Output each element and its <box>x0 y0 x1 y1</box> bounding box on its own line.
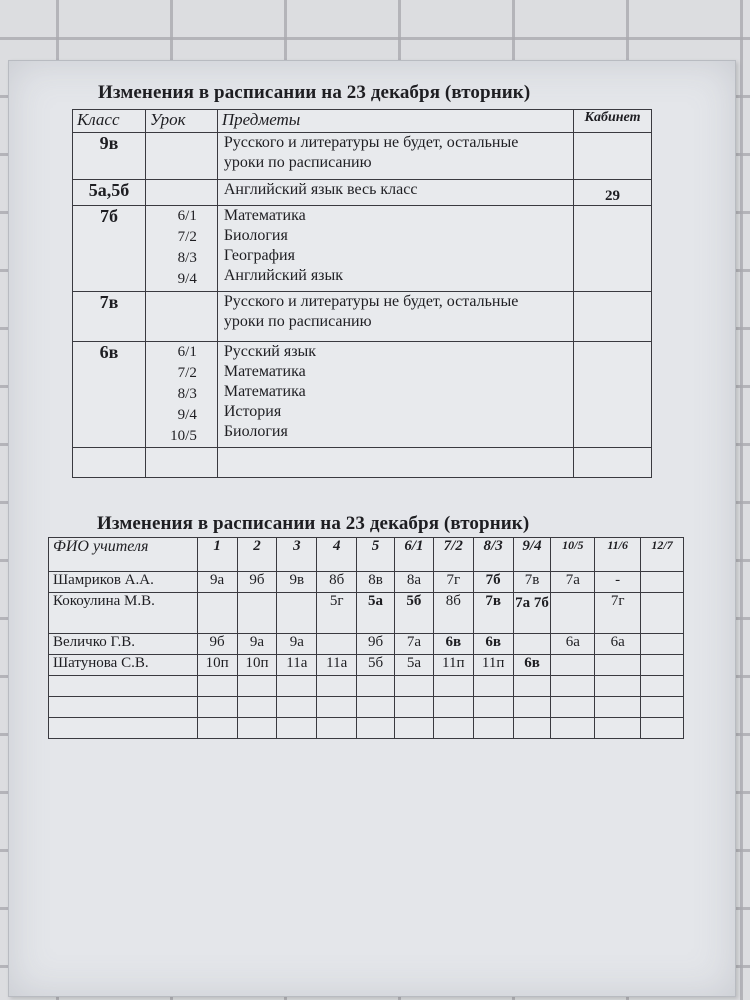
lesson-number: 6/1 <box>177 208 197 224</box>
schedule-cell: 7б <box>473 572 513 593</box>
schedule-cell: 9а <box>237 634 277 655</box>
schedule-cell: 9а <box>277 634 317 655</box>
subject-line: Русского и литературы не будет, остальные <box>223 134 519 151</box>
table-row <box>49 572 684 593</box>
schedule-cell <box>641 572 684 593</box>
header-lesson: 1 <box>197 538 237 572</box>
subject-line: Математика <box>223 363 306 380</box>
subject-cell <box>217 342 573 448</box>
lesson-cell <box>145 133 217 180</box>
schedule-cell: 6в <box>513 655 551 676</box>
schedule-cell: 8а <box>394 572 433 593</box>
schedule-cell <box>513 634 551 655</box>
class-cell: 7в <box>73 292 146 342</box>
schedule-cell: 7г <box>595 593 641 634</box>
schedule-cell: 5б <box>394 593 433 634</box>
header-lesson: 10/5 <box>551 538 595 572</box>
teacher-name: Величко Г.В. <box>49 634 198 655</box>
schedule-cell: 11а <box>317 655 357 676</box>
subject-line: Математика <box>223 383 306 400</box>
subject-line: История <box>223 403 282 420</box>
subject-line: Русского и литературы не будет, остальные <box>223 293 519 310</box>
lesson-number: 8/3 <box>177 386 197 402</box>
header-lesson: 12/7 <box>641 538 684 572</box>
subject-line: География <box>223 247 295 264</box>
table1-header-row <box>73 110 652 133</box>
header-lesson: 3 <box>277 538 317 572</box>
schedule-cell: 11п <box>433 655 473 676</box>
teacher-name: Кокоулина М.В. <box>49 593 198 634</box>
room-cell <box>574 133 652 180</box>
header-fio: ФИО учителя <box>49 538 198 572</box>
schedule-cell: 9б <box>197 634 237 655</box>
lesson-number: 6/1 <box>177 344 197 360</box>
table-row-empty <box>49 697 684 718</box>
schedule-cell <box>237 593 277 634</box>
schedule-cell: 6а <box>595 634 641 655</box>
schedule-cell <box>277 593 317 634</box>
table2-header-row <box>49 538 684 572</box>
class-cell: 9в <box>73 133 146 180</box>
subject-cell <box>217 133 573 180</box>
class-cell: 5а,5б <box>73 180 146 206</box>
teacher-name: Шамриков А.А. <box>49 572 198 593</box>
schedule-cell <box>551 593 595 634</box>
class-cell: 7б <box>73 206 146 292</box>
header-predmety: Предметы <box>217 110 573 133</box>
header-lesson: 7/2 <box>433 538 473 572</box>
schedule-cell: 10п <box>237 655 277 676</box>
header-klass: Класс <box>73 110 146 133</box>
table-row <box>49 593 684 634</box>
schedule-cell: 7а <box>394 634 433 655</box>
schedule-cell: 5а <box>394 655 433 676</box>
header-lesson: 9/4 <box>513 538 551 572</box>
schedule-cell: 9в <box>277 572 317 593</box>
changes-by-class-table <box>72 109 652 478</box>
header-urok: Урок <box>145 110 217 133</box>
table-row-empty <box>73 448 652 478</box>
schedule-cell: 10п <box>197 655 237 676</box>
lesson-cell <box>145 180 217 206</box>
schedule-cell: 6а <box>551 634 595 655</box>
subject-cell <box>217 292 573 342</box>
lesson-number: 9/4 <box>177 271 197 287</box>
table-row <box>73 180 652 206</box>
table-row <box>73 206 652 292</box>
subject-line: уроки по расписанию <box>223 313 372 330</box>
schedule-cell: 5а <box>357 593 395 634</box>
lesson-number: 9/4 <box>177 407 197 423</box>
schedule-cell <box>551 655 595 676</box>
schedule-cell: 5г <box>317 593 357 634</box>
class-cell: 6в <box>73 342 146 448</box>
table-row <box>73 342 652 448</box>
subject-line: уроки по расписанию <box>223 154 372 171</box>
table-row <box>49 634 684 655</box>
subject-line: Биология <box>223 227 288 244</box>
room-cell <box>574 292 652 342</box>
schedule-cell: 9а <box>197 572 237 593</box>
header-lesson: 5 <box>357 538 395 572</box>
room-cell <box>574 206 652 292</box>
schedule-cell: 5б <box>357 655 395 676</box>
schedule-cell: 8б <box>433 593 473 634</box>
teacher-name: Шатунова С.В. <box>49 655 198 676</box>
table-row-empty <box>49 676 684 697</box>
schedule-cell: 7г <box>433 572 473 593</box>
subject-line: Русский язык <box>223 343 317 360</box>
table-row-empty <box>49 718 684 739</box>
lesson-number: 7/2 <box>177 365 197 381</box>
lesson-number: 7/2 <box>177 229 197 245</box>
schedule-cell <box>641 655 684 676</box>
schedule-cell: 6в <box>473 634 513 655</box>
lesson-cell <box>145 342 217 448</box>
subject-line: Биология <box>223 423 288 440</box>
schedule-cell: 9б <box>357 634 395 655</box>
header-lesson: 2 <box>237 538 277 572</box>
schedule-cell: 11п <box>473 655 513 676</box>
table-row <box>73 133 652 180</box>
table-row <box>49 655 684 676</box>
subject-line: Математика <box>223 207 306 224</box>
schedule-cell: 7в <box>473 593 513 634</box>
schedule-cell <box>595 655 641 676</box>
schedule-cell: 8в <box>357 572 395 593</box>
lesson-number: 8/3 <box>177 250 197 266</box>
header-lesson: 11/6 <box>595 538 641 572</box>
lesson-cell <box>145 206 217 292</box>
title-bottom: Изменения в расписании на 23 декабря (вторник) <box>97 513 530 534</box>
header-kabinet: Кабинет <box>574 110 652 133</box>
subject-line: Английский язык весь класс <box>223 181 418 198</box>
schedule-cell <box>197 593 237 634</box>
subject-line: Английский язык <box>223 267 344 284</box>
schedule-cell <box>641 593 684 634</box>
subject-cell <box>217 180 573 206</box>
title-top: Изменения в расписании на 23 декабря (вторник) <box>98 82 531 103</box>
schedule-cell <box>317 634 357 655</box>
header-lesson: 4 <box>317 538 357 572</box>
header-lesson: 6/1 <box>394 538 433 572</box>
schedule-cell: 8б <box>317 572 357 593</box>
room-cell: 29 <box>574 180 652 206</box>
table-row <box>73 292 652 342</box>
schedule-cell: - <box>595 572 641 593</box>
teacher-changes-table <box>48 537 684 739</box>
schedule-cell <box>641 634 684 655</box>
schedule-cell: 11а <box>277 655 317 676</box>
schedule-cell: 6в <box>433 634 473 655</box>
schedule-cell: 9б <box>237 572 277 593</box>
schedule-cell: 7а <box>551 572 595 593</box>
header-lesson: 8/3 <box>473 538 513 572</box>
room-cell <box>574 342 652 448</box>
schedule-cell: 7а 7б <box>513 593 551 634</box>
subject-cell <box>217 206 573 292</box>
schedule-cell: 7в <box>513 572 551 593</box>
lesson-cell <box>145 292 217 342</box>
lesson-number: 10/5 <box>170 428 197 444</box>
